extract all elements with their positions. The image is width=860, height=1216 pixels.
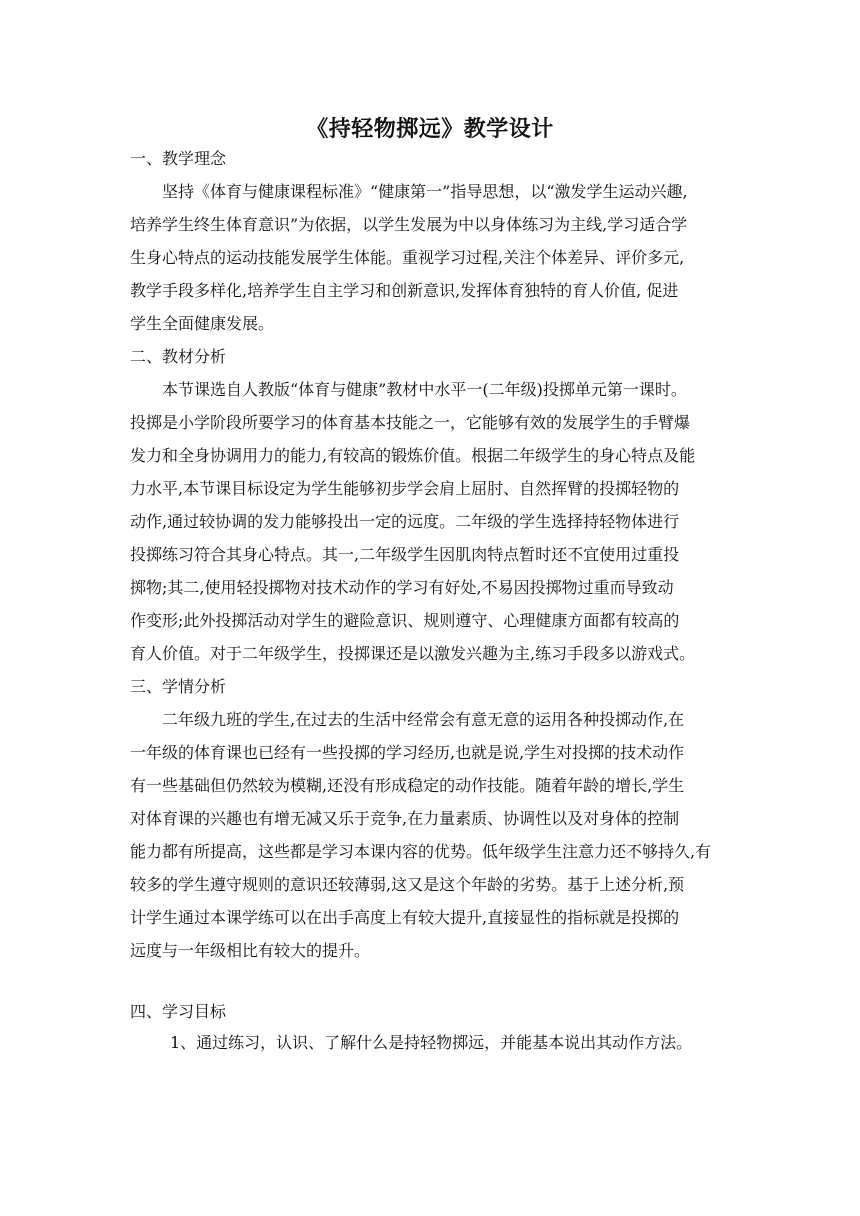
paragraph-line: 能力都有所提高，这些都是学习本课内容的优势。低年级学生注意力还不够持久,有 bbox=[130, 842, 712, 861]
paragraph-line: 教学手段多样化,培养学生自主学习和创新意识,发挥体育独特的育人价值, 促进 bbox=[130, 281, 679, 300]
paragraph-line: 作变形;此外投掷活动对学生的避险意识、规则遵守、心理健康方面都有较高的 bbox=[130, 611, 680, 630]
section-heading-teaching-philosophy: 一、教学理念 bbox=[130, 149, 227, 168]
paragraph-line: 坚持《体育与健康课程标准》“健康第一”指导思想，以“激发学生运动兴趣, bbox=[162, 182, 688, 201]
paragraph-line: 二年级九班的学生,在过去的生活中经常会有意无意的运用各种投掷动作,在 bbox=[162, 710, 685, 729]
section-heading-material-analysis: 二、教材分析 bbox=[130, 347, 227, 366]
section-heading-student-analysis: 三、学情分析 bbox=[130, 677, 227, 696]
paragraph-line: 本节课选自人教版“体育与健康”教材中水平一(二年级)投掷单元第一课时。 bbox=[162, 380, 687, 399]
paragraph-line: 投掷是小学阶段所要学习的体育基本技能之一，它能够有效的发展学生的手臂爆 bbox=[130, 413, 691, 432]
paragraph-line: 有一些基础但仍然较为模糊,还没有形成稳定的动作技能。随着年龄的增长,学生 bbox=[130, 776, 685, 795]
paragraph-line: 力水平,本节课目标设定为学生能够初步学会肩上屈肘、自然挥臂的投掷轻物的 bbox=[130, 479, 680, 498]
document-title: 《持轻物掷远》教学设计 bbox=[306, 116, 554, 142]
paragraph-line: 育人价值。对于二年级学生，投掷课还是以激发兴趣为主,练习手段多以游戏式。 bbox=[130, 644, 696, 663]
paragraph-line: 对体育课的兴趣也有增无减又乐于竞争,在力量素质、协调性以及对身体的控制 bbox=[130, 809, 680, 828]
paragraph-line: 远度与一年级相比有较大的提升。 bbox=[130, 941, 371, 960]
paragraph-line: 投掷练习符合其身心特点。其一,二年级学生因肌肉特点暂时还不宜使用过重投 bbox=[130, 545, 680, 564]
section-heading-learning-objectives: 四、学习目标 bbox=[130, 1002, 227, 1021]
paragraph-line: 动作,通过较协调的发力能够投出一定的远度。二年级的学生选择持轻物体进行 bbox=[130, 512, 680, 531]
paragraph-line: 学生全面健康发展。 bbox=[130, 314, 275, 333]
paragraph-line: 计学生通过本课学练可以在出手高度上有较大提升,直接显性的指标就是投掷的 bbox=[130, 908, 680, 927]
paragraph-line: 一年级的体育课也已经有一些投掷的学习经历,也就是说,学生对投掷的技术动作 bbox=[130, 743, 685, 762]
paragraph-line: 1、通过练习，认识、了解什么是持轻物掷远，并能基本说出其动作方法。 bbox=[170, 1033, 693, 1052]
paragraph-line: 发力和全身协调用力的能力,有较高的锻炼价值。根据二年级学生的身心特点及能 bbox=[130, 446, 696, 465]
paragraph-line: 生身心特点的运动技能发展学生体能。重视学习过程,关注个体差异、评价多元, bbox=[130, 248, 685, 267]
paragraph-line: 掷物;其二,使用轻投掷物对技术动作的学习有好处,不易因投掷物过重而导致动 bbox=[130, 578, 674, 597]
paragraph-line: 培养学生终生体育意识”为依据，以学生发展为中以身体练习为主线,学习适合学 bbox=[130, 215, 688, 234]
paragraph-line: 较多的学生遵守规则的意识还较薄弱,这又是这个年龄的劣势。基于上述分析,预 bbox=[130, 875, 685, 894]
